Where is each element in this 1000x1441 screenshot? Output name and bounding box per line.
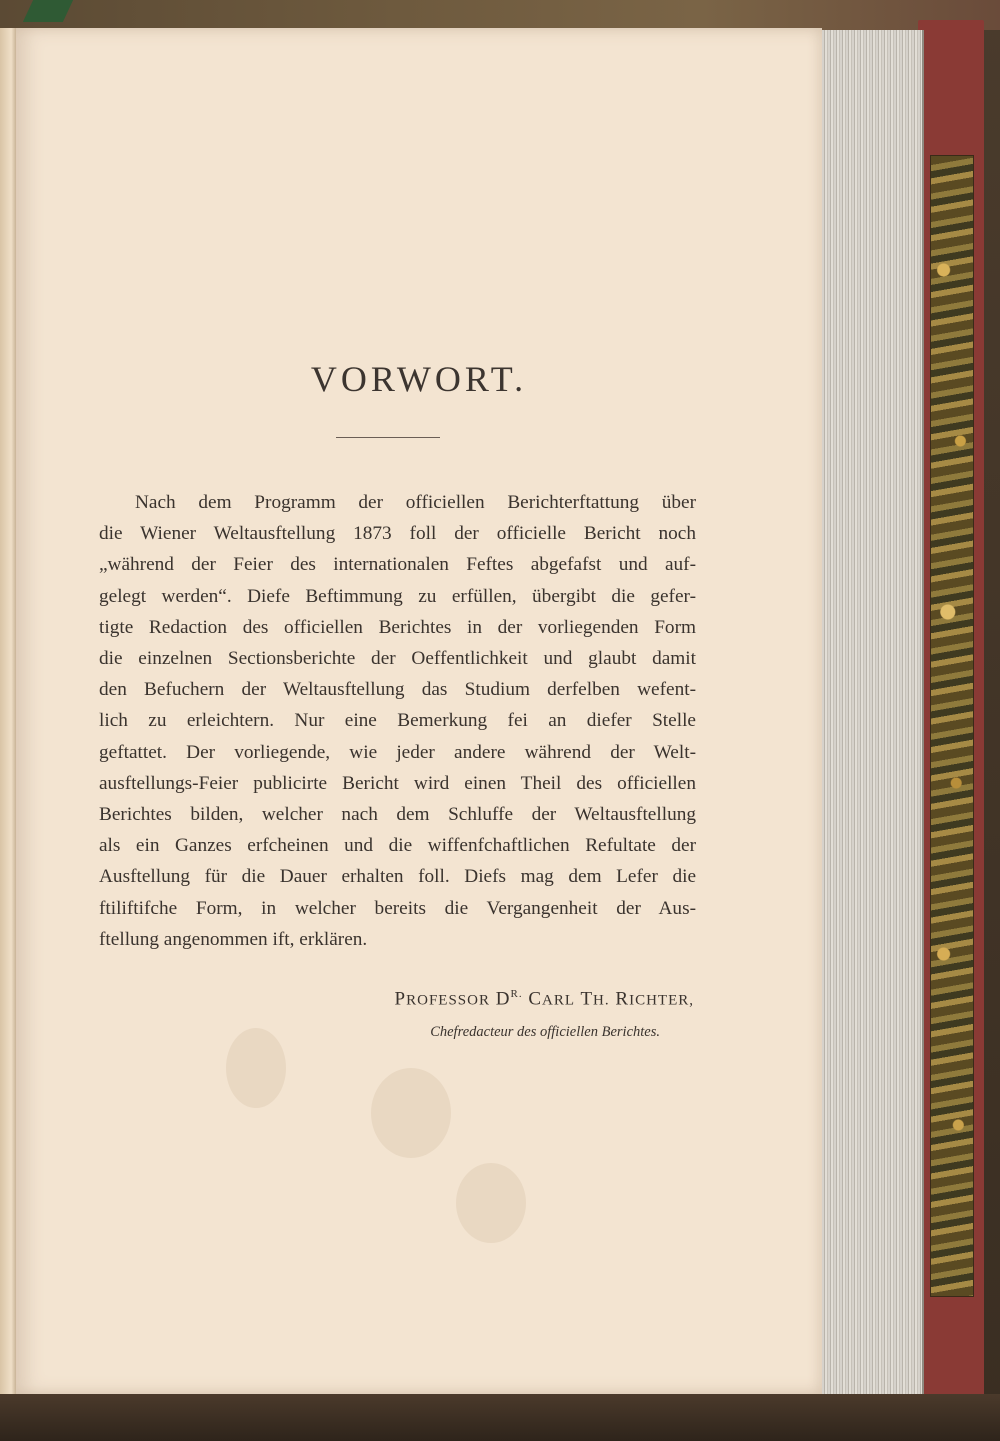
text-line: gelegt werden“. Diefe Beftimmung zu erfüllen, übergibt die gefer- xyxy=(99,585,696,607)
sig-smallcaps: ROFESSOR xyxy=(406,992,490,1009)
text-line: den Befuchern der Weltausftellung das Studium derfelben wefent- xyxy=(99,679,696,701)
text-line: Ausftellung für die Dauer erhalten foll. Diefs mag dem Lefer die xyxy=(99,866,696,888)
text-line: lich zu erleichtern. Nur eine Bemerkung fei an diefer Stelle xyxy=(99,710,696,732)
text-line: „während der Feier des internationalen Feftes abgefafst und auf- xyxy=(99,554,696,576)
text-line: ausftellungs-Feier publicirte Bericht wird einen Theil des officiellen xyxy=(99,772,696,794)
sig-smallcaps: ICHTER, xyxy=(629,992,694,1009)
page-stack-edge xyxy=(822,30,924,1394)
text-line: Berichtes bilden, welcher nach dem Schluffe der Weltausftellung xyxy=(99,804,696,826)
page-title: VORWORT. xyxy=(310,359,528,399)
title-rule xyxy=(336,437,440,438)
text-line: geftattet. Der vorliegende, wie jeder andere während der Welt- xyxy=(99,741,696,763)
text-line: Nach dem Programm der officiellen Berichterftattung über xyxy=(135,492,696,513)
text-line: ftellung angenommen ift, erklären. xyxy=(99,928,368,950)
sig-initial: P xyxy=(394,988,407,1010)
bottom-shadow xyxy=(0,1394,1000,1441)
sig-smallcaps: ARL xyxy=(542,992,576,1009)
text-line: tigte Redaction des officiellen Berichtes in der vorliegenden Form xyxy=(99,616,696,638)
facing-page-edge xyxy=(0,28,16,1408)
author-role: Chefredacteur des officiellen Berichtes. xyxy=(430,1024,660,1040)
sig-initial: D xyxy=(495,988,511,1010)
text-line: als ein Ganzes erfcheinen und die wiffenfchaftlichen Refultate der xyxy=(99,835,696,857)
text-line: die einzelnen Sectionsberichte der Oeffentlichkeit und glaubt damit xyxy=(99,648,696,670)
sig-initial: T xyxy=(580,988,594,1010)
book-cover-top-edge xyxy=(0,0,1000,30)
preface-text xyxy=(99,487,696,955)
paper-stain xyxy=(371,1068,451,1158)
paper-stain xyxy=(456,1163,526,1243)
text-line: die Wiener Weltausftellung 1873 foll der officielle Bericht noch xyxy=(99,523,696,545)
sig-initial: R xyxy=(615,988,630,1010)
sig-initial: C xyxy=(528,988,543,1010)
paper-stain xyxy=(226,1028,286,1108)
author-signature xyxy=(300,988,694,1010)
text-line: ftiliftifche Form, in welcher bereits die Vergangenheit der Aus- xyxy=(99,897,696,919)
marbled-cover-edge xyxy=(930,155,974,1297)
sig-smallcaps: H. xyxy=(593,992,610,1009)
sig-superscript: R. xyxy=(510,988,523,1000)
